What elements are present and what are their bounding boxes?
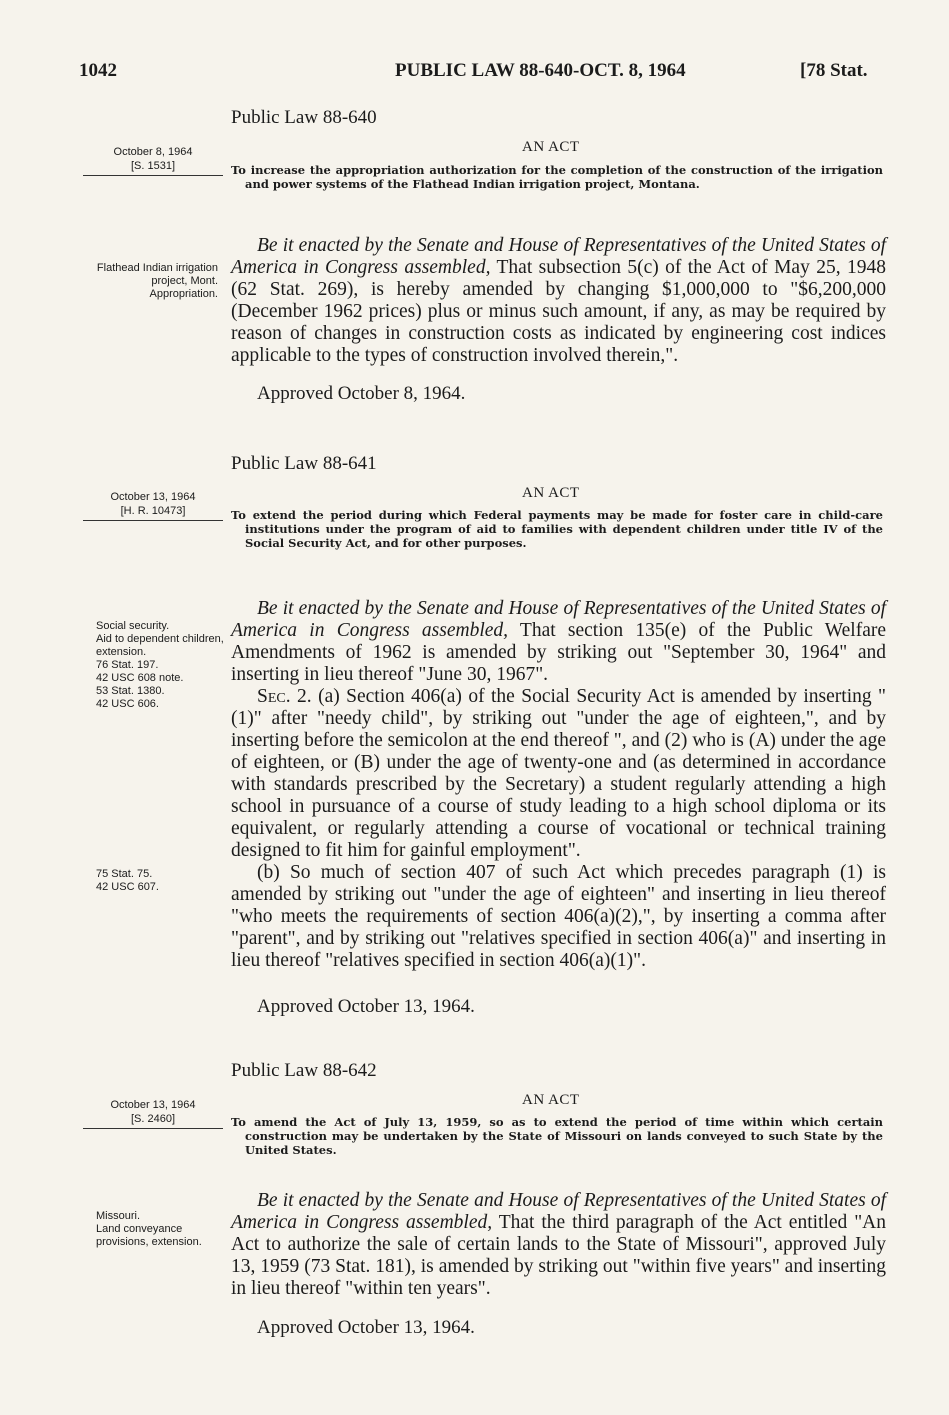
enactment-date <box>83 1098 223 1129</box>
margin-note-line: 42 USC 608 note. <box>96 672 184 684</box>
approved-line: Approved October 13, 1964. <box>257 996 475 1017</box>
enacting-clause: Be it enacted by the Senate and House of Representatives of the United States of America in Congress assembled, <box>231 1190 886 1233</box>
margin-note <box>96 620 236 711</box>
volume-label: [78 Stat. <box>800 60 868 81</box>
section-text: (b) So much of section 407 of such Act which precedes paragraph (1) is amended by striking out "under the age of eighteen" and inserting in lieu thereof "who meets the requirements of section 406(a)(2),", by inserting a comma after "parent", and by striking out "relatives specified in section 406(a)" and inserting in lieu thereof "relatives specified in section 406(a)(1)". <box>231 862 886 971</box>
act-purpose: To increase the appropriation authorization for the completion of the construction of the irrigation and power systems of the Flathead Indian irrigation project, Montana. <box>231 163 883 191</box>
enactment-date <box>83 145 223 176</box>
approved-line: Approved October 8, 1964. <box>257 383 466 404</box>
page-number: 1042 <box>79 60 117 81</box>
bill-number: [S. 2460] <box>83 1112 223 1129</box>
bill-number: [H. R. 10473] <box>83 504 223 521</box>
margin-note-line: 53 Stat. 1380. <box>96 685 165 697</box>
law-body <box>231 1190 886 1300</box>
date-text: October 13, 1964 <box>110 1099 196 1111</box>
running-title: PUBLIC LAW 88-640-OCT. 8, 1964 <box>395 60 686 81</box>
margin-note-line: 42 USC 606. <box>96 698 159 710</box>
bill-number: [S. 1531] <box>83 159 223 176</box>
date-text: October 13, 1964 <box>110 491 196 503</box>
act-label: AN ACT <box>522 139 580 155</box>
body-text: That subsection 5(c) of the Act of May 25, 1948 (62 Stat. 269), is hereby amended by changing $1,000,000 to "$6,200,000 (December 1962 prices) plus or minus such amount, if any, as may be required by reason of changes in construction costs as indicated by engineering cost indices applicable to the types of construction involved therein,". <box>231 257 886 366</box>
body-text: That section 135(e) of the Public Welfare Amendments of 1962 is amended by striking out "September 30, 1964" and inserting in lieu thereof "June 30, 1967". <box>231 620 886 685</box>
margin-note-line: Appropriation. <box>149 288 218 300</box>
margin-note-line: Aid to dependent children, extension. <box>96 633 224 658</box>
margin-note-line: Land conveyance provisions, extension. <box>96 1223 202 1248</box>
law-title: Public Law 88-642 <box>231 1060 377 1081</box>
body-text: That the third paragraph of the Act entitled "An Act to authorize the sale of certain lands to the State of Missouri", approved July 13, 1959 (73 Stat. 181), is amended by striking out "within five years" and inserting in lieu thereof "within ten years". <box>231 1212 886 1299</box>
section-text: (a) Section 406(a) of the Social Security Act is amended by inserting "(1)" after "needy child", by striking out "under the age of eighteen,", and by inserting before the semicolon at the end thereof ", and (2) who is (A) under the age of eighteen, or (B) under the age of twenty-one and (as determined in accordance with standards prescribed by the Secretary) a student regularly attending a high school in pursuance of a course of study leading to a high school diploma or its equivalent, or regularly attending a course of vocational or technical training designed to fit him for gainful employment". <box>231 686 886 861</box>
act-label: AN ACT <box>522 485 580 501</box>
law-body <box>231 235 886 367</box>
law-title: Public Law 88-640 <box>231 107 377 128</box>
approved-line: Approved October 13, 1964. <box>257 1317 475 1338</box>
enacting-clause: Be it enacted by the Senate and House of Representatives of the United States of America in Congress assembled, <box>231 598 886 641</box>
margin-note-line: Social security. <box>96 620 170 632</box>
section-label: Sec. 2. <box>257 686 312 707</box>
margin-note-line: 75 Stat. 75. <box>96 868 153 880</box>
act-label: AN ACT <box>522 1092 580 1108</box>
margin-note-line: Missouri. <box>96 1210 141 1222</box>
margin-note <box>96 868 236 894</box>
enacting-clause: Be it enacted by the Senate and House of Representatives of the United States of America in Congress assembled, <box>231 235 886 278</box>
margin-note <box>68 262 218 301</box>
margin-note-line: Flathead Indian irrigation project, Mont. <box>96 262 218 287</box>
law-body <box>231 598 886 972</box>
date-text: October 8, 1964 <box>113 146 193 158</box>
law-title: Public Law 88-641 <box>231 453 377 474</box>
enactment-date <box>83 490 223 521</box>
act-purpose: To amend the Act of July 13, 1959, so as to extend the period of time within which certain construction may be undertaken by the State of Missouri on lands conveyed to such State by the United States. <box>231 1115 883 1157</box>
margin-note <box>96 1210 236 1249</box>
margin-note-line: 76 Stat. 197. <box>96 659 159 671</box>
act-purpose: To extend the period during which Federal payments may be made for foster care in child-care institutions under the program of aid to families with dependent children under title IV of the Social Security Act, and for other purposes. <box>231 508 883 550</box>
margin-note-line: 42 USC 607. <box>96 881 159 893</box>
